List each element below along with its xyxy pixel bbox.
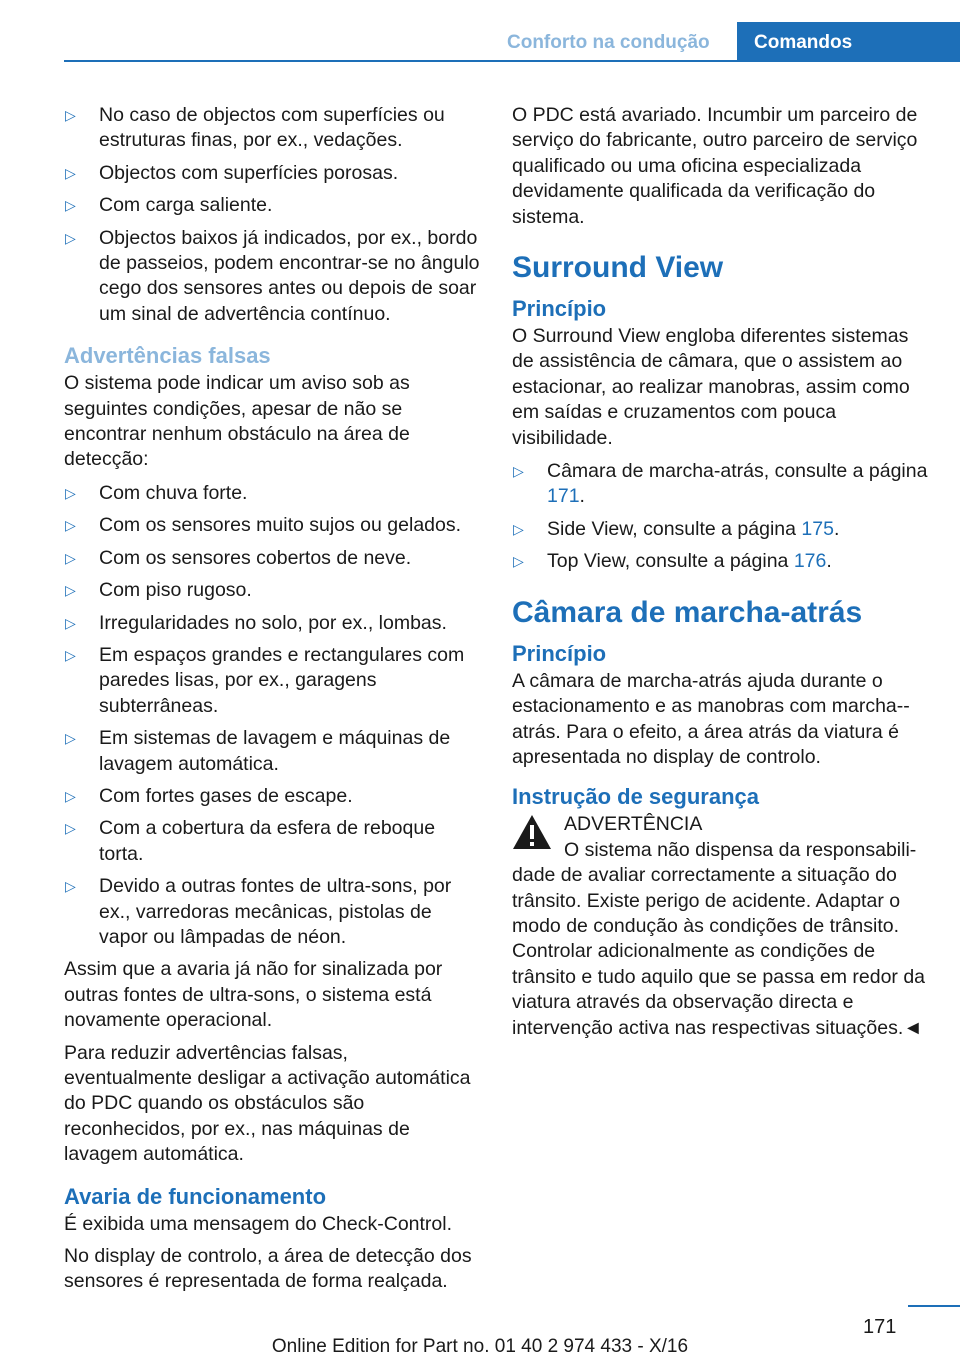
list-item: ▷ Em sistemas de lavagem e máquinas de lavagem automática.: [65, 727, 451, 775]
triangle-bullet-icon: ▷: [65, 107, 76, 123]
paragraph: A câmara de marcha-atrás ajuda durante o estacionamento e as manobras com marcha--atrás. Para o efeito, a área atrás da viatura é apresentada no display de controlo.: [512, 669, 910, 768]
section-title: Conforto na condução: [507, 32, 710, 53]
camera-reference-list: [512, 459, 928, 575]
triangle-bullet-icon: ▷: [65, 549, 76, 566]
paragraph: No display de controlo, a área de detecção dos sensores é representada de forma realçada.: [64, 1245, 472, 1293]
list-item: ▷ Câmara de marcha-atrás, consulte a página 171.: [513, 460, 928, 508]
list-item: ▷ Com a cobertura da esfera de reboque torta.: [65, 817, 436, 865]
list-item: ▷ Objectos com superfícies porosas.: [64, 161, 480, 186]
false-warnings-heading: Advertências falsas: [64, 343, 271, 369]
triangle-bullet-icon: ▷: [65, 820, 76, 837]
list-item: ▷ Com chuva forte.: [64, 481, 480, 506]
page-number: 171: [863, 1316, 897, 1338]
warning-icon: [512, 814, 552, 850]
chapter-tab: [737, 22, 960, 62]
footer-rule: [908, 1305, 960, 1307]
list-item: ▷ Top View, consulte a página 176.: [512, 549, 928, 574]
list-item: ▷ Devido a outras fontes de ultra-sons, por ex., varredoras mecânicas, pistolas de vapor ou lâmpadas de néon.: [65, 875, 452, 948]
header-rule: [64, 60, 960, 62]
list-item: ▷ Com piso rugoso.: [64, 578, 480, 603]
chapter-tab-label: Comandos: [754, 32, 853, 53]
paragraph: Para reduzir advertências falsas, eventualmente desligar a activação automática do PDC quando os obstáculos são reconhecidos, por ex., nas máquinas de lavagem automática.: [64, 1041, 471, 1166]
rear-camera-title: Câmara de marcha-atrás: [512, 595, 863, 629]
triangle-bullet-icon: ▷: [65, 229, 76, 246]
paragraph: O PDC está avariado. Incumbir um parceiro de serviço do fabricante, outro parceiro de serviço qualificado ou uma oficina especializada devidamente qualificada da verificação do sistema.: [512, 104, 918, 228]
warning-text: dade de avaliar correctamente a situação do trânsito. Existe perigo de acidente. Adaptar o modo de condução às condições de trânsito. Controlar adicionalmente as condições de trânsito e tudo aquilo que se passa em redor da viatura através da observação directa e intervenção activa nas respectivas situações.◄: [512, 864, 926, 1039]
right-column: [512, 103, 928, 1041]
triangle-bullet-icon: ▷: [65, 878, 76, 895]
warning-first-line: O sistema não dispensa da responsabili-: [564, 838, 917, 861]
paragraph: É exibida uma mensagem do Check-Control.: [64, 1212, 453, 1235]
triangle-bullet-icon: ▷: [513, 463, 524, 480]
list-item: ▷ Com os sensores muito sujos ou gelados.: [64, 513, 480, 538]
false-warnings-intro: O sistema pode indicar um aviso sob as seguintes condições, apesar de não se encontrar nenhum obstáculo na área de detecção:: [64, 372, 410, 471]
edition-footer: Online Edition for Part no. 01 40 2 974 433 - X/16: [271, 1336, 689, 1357]
triangle-bullet-icon: ▷: [65, 197, 76, 214]
page-header: [0, 0, 960, 62]
triangle-bullet-icon: ▷: [65, 517, 76, 534]
paragraph: O Surround View engloba diferentes sistemas de assistência de câmara, que o assistem ao estacionar, ao realizar manobras, assim como em saídas e cruzamentos com pouca visibilidade.: [512, 325, 910, 449]
list-item: ▷ Em espaços grandes e rectangulares com paredes lisas, por ex., garagens subterrâneas.: [65, 643, 465, 717]
warning-block: [512, 812, 928, 1041]
malfunction-heading: Avaria de funcionamento: [64, 1183, 327, 1209]
warning-label: ADVERTÊNCIA: [564, 813, 703, 836]
list-item: ▷ Irregularidades no solo, por ex., lombas.: [64, 611, 480, 636]
page-link[interactable]: 176: [793, 550, 827, 573]
triangle-bullet-icon: ▷: [65, 730, 76, 747]
paragraph: Assim que a avaria já não for sinalizada por outras fontes de ultra-sons, o sistema está novamente operacional.: [64, 958, 443, 1032]
list-item: ▷ Com fortes gases de escape.: [64, 784, 480, 809]
list-item: ▷ Objectos baixos já indicados, por ex., bordo de passeios, podem encontrar-se no ângulo cego dos sensores antes ou depois de soar um sinal de advertência contínuo.: [65, 226, 480, 325]
false-warnings-list: [64, 481, 480, 951]
list-item: ▷ Side View, consulte a página 175.: [512, 517, 928, 542]
triangle-bullet-icon: ▷: [513, 553, 524, 570]
list-item: ▷ Com os sensores cobertos de neve.: [64, 546, 480, 571]
triangle-bullet-icon: ▷: [65, 484, 76, 501]
safety-heading: Instrução de segurança: [512, 784, 759, 810]
object-list: [64, 103, 480, 327]
left-column: [64, 103, 480, 1295]
triangle-bullet-icon: ▷: [65, 164, 76, 181]
rear-principle-heading: Princípio: [512, 640, 607, 666]
triangle-bullet-icon: ▷: [65, 787, 76, 804]
triangle-bullet-icon: ▷: [65, 582, 76, 599]
list-item: ▷ No caso de objectos com superfícies ou estruturas finas, por ex., vedações.: [65, 104, 445, 152]
surround-principle-heading: Princípio: [512, 296, 607, 322]
surround-view-title: Surround View: [512, 251, 724, 285]
triangle-bullet-icon: ▷: [65, 646, 76, 663]
page-link[interactable]: 171: [547, 485, 580, 508]
list-item: ▷ Com carga saliente.: [64, 193, 480, 218]
page-link[interactable]: 175: [801, 517, 834, 540]
triangle-bullet-icon: ▷: [513, 520, 524, 537]
triangle-bullet-icon: ▷: [65, 614, 76, 631]
